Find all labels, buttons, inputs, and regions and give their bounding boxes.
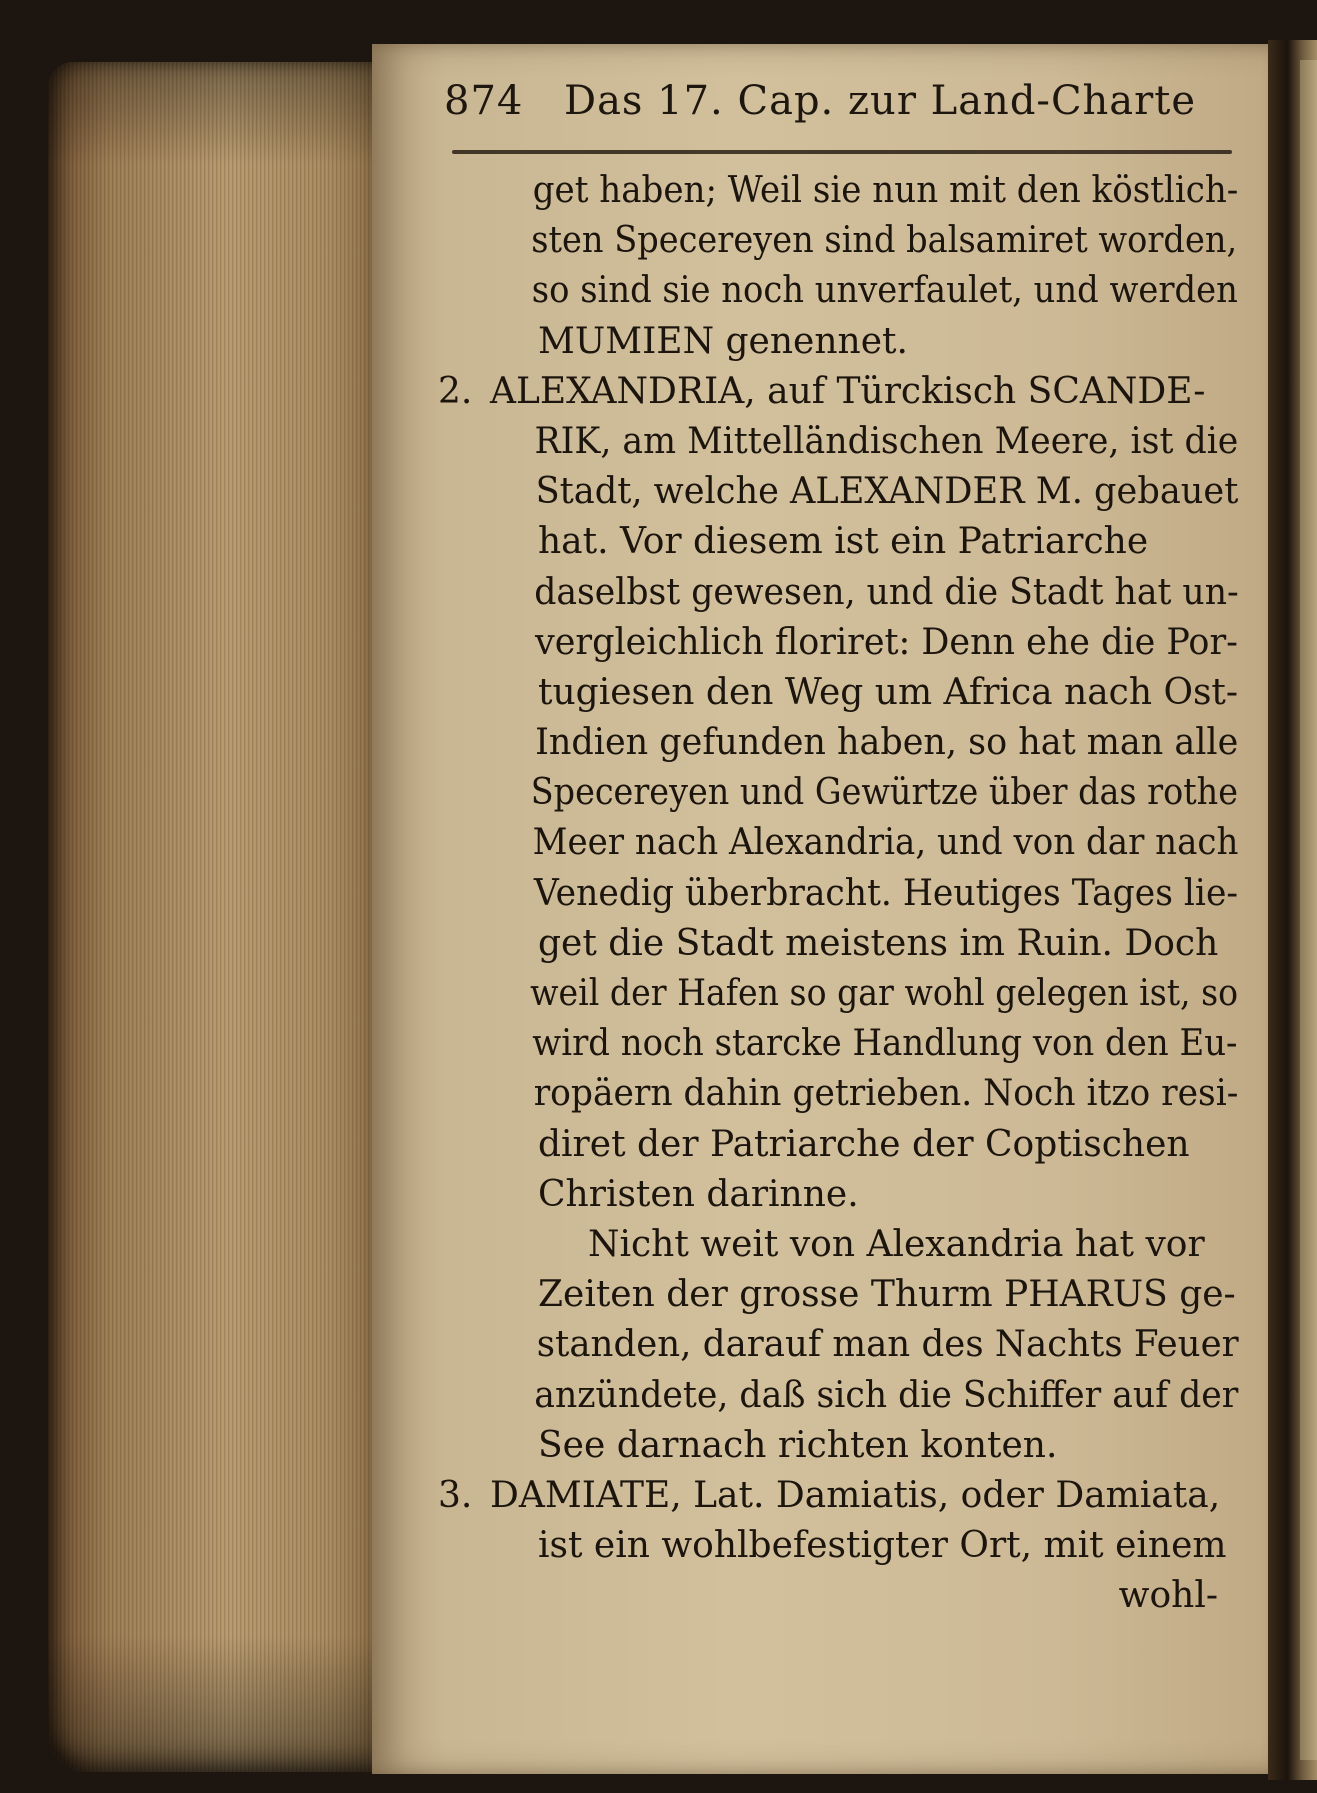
text-line: tugiesen den Weg um Africa nach Ost- [538, 671, 1239, 713]
text-line: Specereyen und Gewürtze über das rothe [530, 772, 1238, 814]
text-line: diret der Patriarche der Coptischen [538, 1123, 1190, 1165]
text-line: See darnach richten konten. [538, 1424, 1058, 1466]
item-number: 3. [438, 1474, 473, 1516]
text-line: weil der Hafen so gar wohl gelegen ist, so [530, 973, 1239, 1014]
text-line: Zeiten der grosse Thurm PHARUS ge- [538, 1274, 1236, 1316]
text-line: hat. Vor diesem ist ein Patriarche [538, 521, 1149, 563]
text-line: MUMIEN genennet. [538, 320, 908, 362]
text-line: get haben; Weil sie nun mit den köstlich- [532, 170, 1239, 211]
text-line: ropäern dahin getrieben. Noch itzo resi- [533, 1073, 1239, 1115]
text-line: DAMIATE, Lat. Damiatis, oder Damiata, [490, 1474, 1221, 1516]
running-title: Das 17. Cap. zur Land-Charte [564, 78, 1197, 124]
text-line: vergleichlich floriret: Denn ehe die Por- [535, 621, 1238, 663]
text-line: Stadt, welche ALEXANDER M. gebauet [535, 471, 1239, 513]
text-line: RIK, am Mittelländischen Meere, ist die [534, 420, 1239, 462]
text-line: daselbst gewesen, und die Stadt hat un- [534, 571, 1239, 613]
running-head [444, 78, 1264, 138]
text-line: Christen darinne. [538, 1173, 859, 1215]
text-line: ALEXANDRIA, auf Türckisch SCANDE- [490, 370, 1206, 412]
item-line-2 [438, 367, 1238, 417]
text-line: wird noch starcke Handlung von den Eu- [532, 1023, 1238, 1065]
text-line: so sind sie noch unverfaulet, und werden [531, 270, 1238, 312]
facing-page-edge [1300, 60, 1317, 1760]
text-line: anzündete, daß sich die Schiffer auf der [534, 1374, 1239, 1416]
text-line: ist ein wohlbefestigter Ort, mit einem [538, 1525, 1227, 1567]
catchword: wohl- [1118, 1575, 1218, 1617]
text-line: Indien gefunden haben, so hat man alle [535, 722, 1239, 764]
book-page-edges [48, 62, 378, 1772]
text-line: Meer nach Alexandria, und von dar nach [532, 822, 1239, 864]
text-line: sten Specereyen sind balsamiret worden, [531, 220, 1238, 262]
item-number: 2. [438, 370, 473, 412]
page-body [438, 166, 1238, 1621]
text-line: Venedig überbracht. Heutiges Tages lie- [533, 872, 1239, 914]
item-line-3 [438, 1471, 1238, 1521]
page-number: 874 [444, 78, 524, 124]
text-line: standen, darauf man des Nachts Feuer [536, 1324, 1239, 1366]
text-line: Nicht weit von Alexandria hat vor [588, 1223, 1205, 1265]
header-rule [452, 150, 1232, 154]
text-line: get die Stadt meistens im Ruin. Doch [538, 922, 1219, 964]
